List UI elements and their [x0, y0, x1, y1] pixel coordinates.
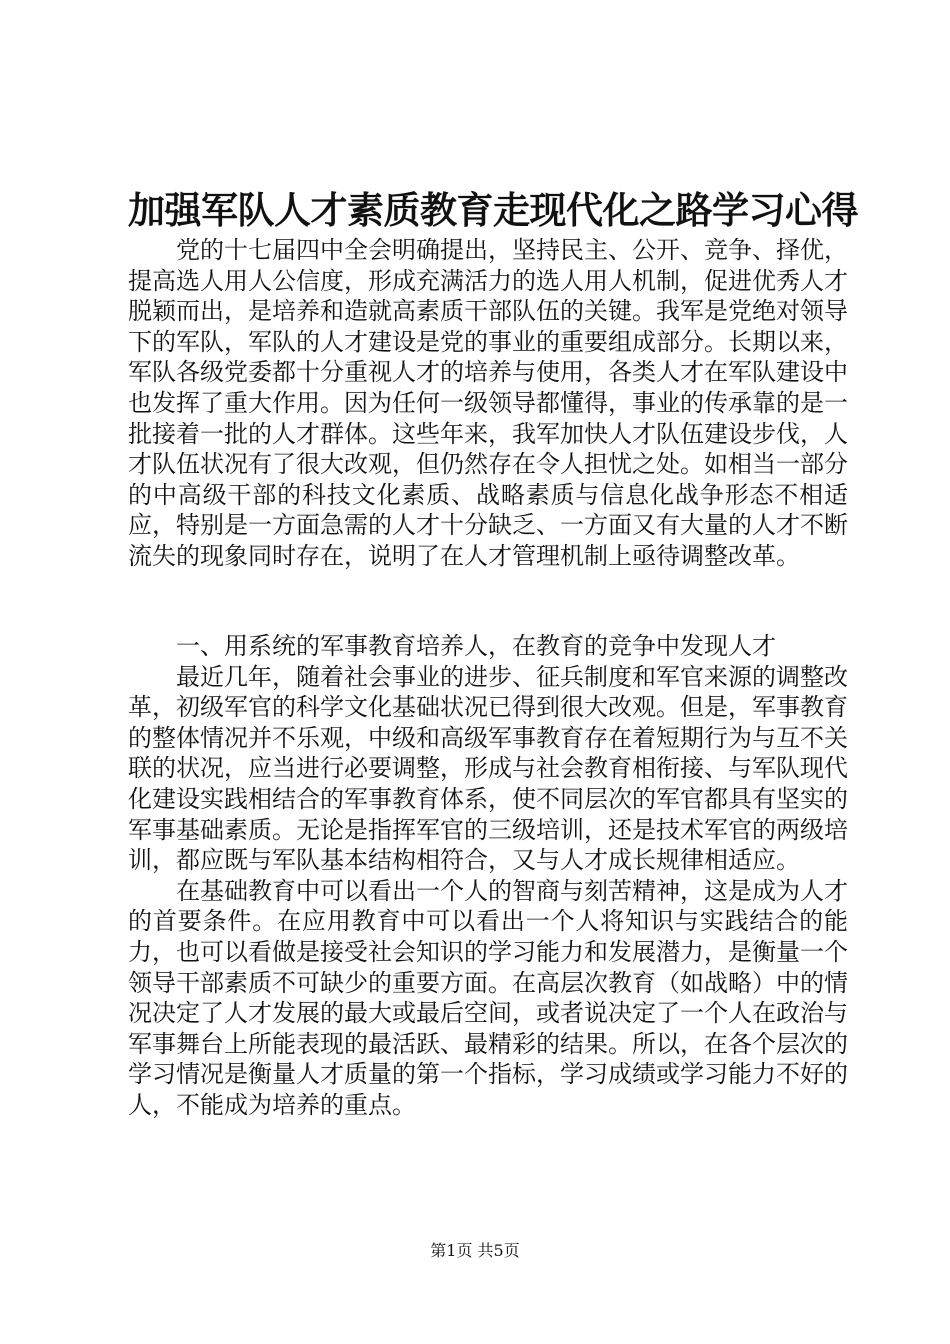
intro-section: [128, 235, 848, 572]
section-heading: 一、用系统的军事教育培养人，在教育的竞争中发现人才: [176, 632, 776, 660]
section-paragraph: 最近几年，随着社会事业的进步、征兵制度和军官来源的调整改革，初级军官的科学文化基础状况已得到很大改观。但是，军事教育的整体情况并不乐观，中级和高级军事教育存在着短期行为与互不关联的状况，应当进行必要调整，形成与社会教育相衔接、与军队现代化建设实践相结合的军事教育体系，使不同层次的军官都具有坚实的军事基础素质。无论是指挥军官的三级培训，还是技术军官的两级培训，都应既与军队基本结构相符合，又与人才成长规律相适应。: [128, 662, 848, 875]
document-title: 加强军队人才素质教育走现代化之路学习心得: [128, 188, 858, 232]
section-paragraph: 在基础教育中可以看出一个人的智商与刻苦精神，这是成为人才的首要条件。在应用教育中可以看出一个人将知识与实践结合的能力，也可以看做是接受社会知识的学习能力和发展潜力，是衡量一个领导干部素质不可缺少的重要方面。在高层次教育（如战略）中的情况决定了人才发展的最大或最后空间，或者说决定了一个人在政治与军事舞台上所能表现的最活跃、最精彩的结果。所以，在各个层次的学习情况是衡量人才质量的第一个指标，学习成绩或学习能力不好的人，不能成为培养的重点。: [128, 876, 848, 1119]
page-number-footer: 第1页 共5页: [430, 1241, 520, 1260]
section-one: [128, 631, 848, 1121]
intro-paragraph: 党的十七届四中全会明确提出，坚持民主、公开、竞争、择优，提高选人用人公信度，形成充满活力的选人用人机制，促进优秀人才脱颖而出，是培养和造就高素质干部队伍的关键。我军是党绝对领导下的军队，军队的人才建设是党的事业的重要组成部分。长期以来，军队各级党委都十分重视人才的培养与使用，各类人才在军队建设中也发挥了重大作用。因为任何一级领导都懂得，事业的传承靠的是一批接着一批的人才群体。这些年来，我军加快人才队伍建设步伐，人才队伍状况有了很大改观，但仍然存在令人担忧之处。如相当一部分的中高级干部的科技文化素质、战略素质与信息化战争形态不相适应，特别是一方面急需的人才十分缺乏、一方面又有大量的人才不断流失的现象同时存在，说明了在人才管理机制上亟待调整改革。: [128, 236, 848, 570]
